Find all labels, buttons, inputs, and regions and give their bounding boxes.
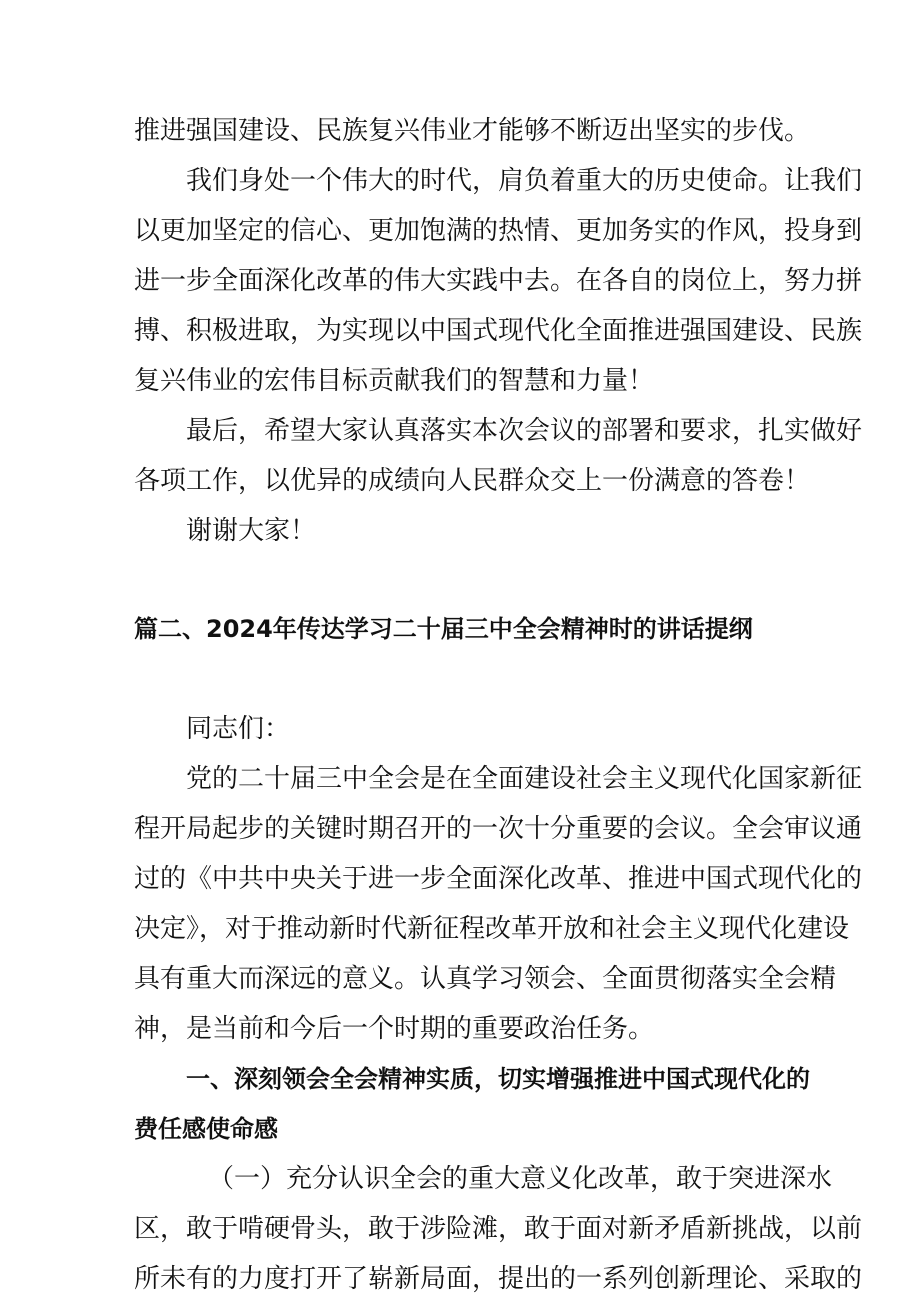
- text-line: 过的《中共中央关于进一步全面深化改革、推进中国式现代化的: [134, 864, 863, 894]
- text-line: （一）充分认识全会的重大意义化改革，敢于突进深水: [208, 1164, 833, 1194]
- closing-thanks: 谢谢大家！: [186, 516, 317, 546]
- text-line: 决定》，对于推动新时代新征程改革开放和社会主义现代化建设: [134, 914, 850, 944]
- section-title: 篇二、2024年传达学习二十届三中全会精神时的讲话提纲: [134, 615, 753, 643]
- text-line: 程开局起步的关键时期召开的一次十分重要的会议。全会审议通: [134, 814, 863, 844]
- text-line: 神，是当前和今后一个时期的重要政治任务。: [134, 1014, 655, 1044]
- salutation: 同志们：: [186, 714, 291, 744]
- subheading-line: 一、深刻领会全会精神实质，切实增强推进中国式现代化的: [186, 1065, 810, 1093]
- text-line: 最后，希望大家认真落实本次会议的部署和要求，扎实做好: [186, 416, 863, 446]
- text-line: 党的二十届三中全会是在全面建设社会主义现代化国家新征: [186, 764, 863, 794]
- text-line: 推进强国建设、民族复兴伟业才能够不断迈出坚实的步伐。: [134, 116, 811, 146]
- text-line: 区，敢于啃硬骨头，敢于涉险滩，敢于面对新矛盾新挑战，以前: [134, 1214, 863, 1244]
- text-line: 以更加坚定的信心、更加饱满的热情、更加务实的作风，投身到: [134, 216, 863, 246]
- subheading-line: 费任感使命感: [134, 1115, 278, 1143]
- text-line: 我们身处一个伟大的时代，肩负着重大的历史使命。让我们: [186, 166, 863, 196]
- text-line: 搏、积极进取，为实现以中国式现代化全面推进强国建设、民族: [134, 316, 863, 346]
- text-line: 复兴伟业的宏伟目标贡献我们的智慧和力量！: [134, 366, 655, 396]
- text-line: 具有重大而深远的意义。认真学习领会、全面贯彻落实全会精: [134, 964, 837, 994]
- text-line: 各项工作，以优异的成绩向人民群众交上一份满意的答卷！: [134, 466, 811, 496]
- text-line: 所未有的力度打开了崭新局面，提出的一系列创新理论、采取的: [134, 1264, 863, 1294]
- text-line: 进一步全面深化改革的伟大实践中去。在各自的岗位上，努力拼: [134, 266, 863, 296]
